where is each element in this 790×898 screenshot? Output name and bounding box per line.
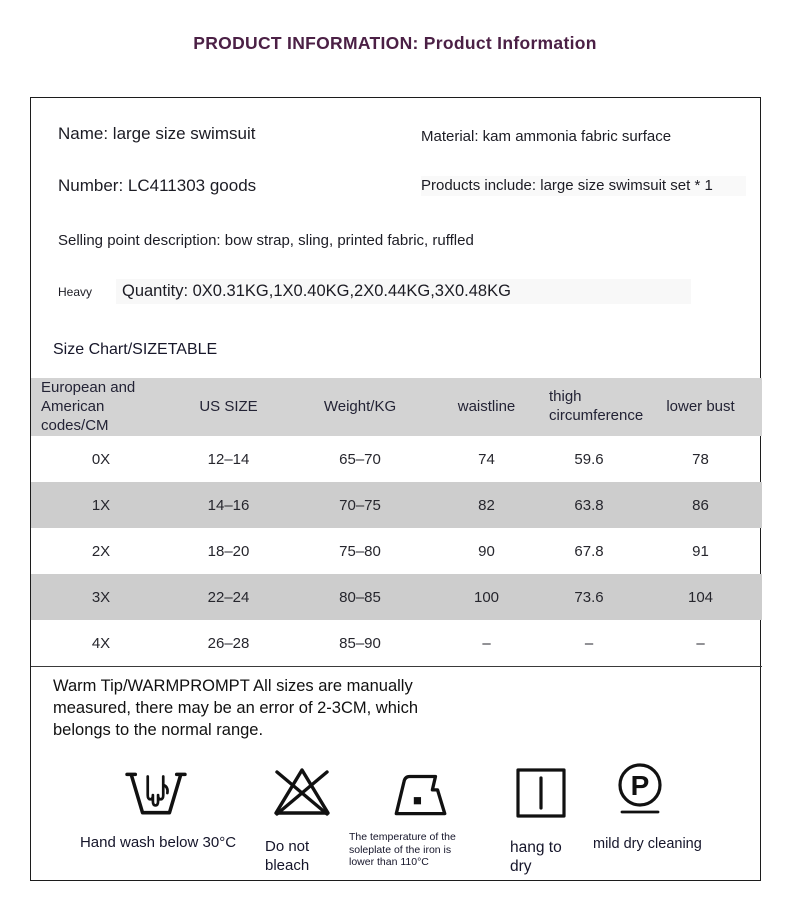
column-header-eu-codes: European and American codes/CM — [31, 378, 171, 436]
iron-low-temp-icon — [387, 768, 453, 820]
size-chart-heading: Size Chart/SIZETABLE — [53, 341, 218, 358]
product-name-field: Name: large size swimsuit — [58, 124, 256, 143]
cell-size: 1X — [31, 482, 171, 528]
table-row-0x — [31, 436, 762, 482]
cell-lower-bust: 78 — [692, 450, 709, 468]
cell-thigh: – — [539, 620, 639, 667]
product-number-field: Number: LC411303 goods — [58, 176, 257, 195]
cell-waistline: 82 — [434, 482, 539, 528]
cell-weight: 85–90 — [286, 620, 434, 667]
cell-us-size: 26–28 — [171, 620, 286, 667]
cell-waistline: 90 — [478, 542, 495, 560]
weight-label: Heavy — [58, 285, 93, 299]
column-header-us-size: US SIZE — [171, 378, 286, 436]
selling-point-field: Selling point description: bow strap, sling, printed fabric, ruffled — [58, 232, 474, 249]
iron-low-temp-label: The temperature of the soleplate of the iron is lower than 110°C — [349, 831, 456, 869]
svg-text:P: P — [630, 770, 650, 801]
table-row-1x — [31, 482, 762, 528]
product-info-panel — [30, 97, 761, 881]
cell-us-size: 14–16 — [171, 482, 286, 528]
dry-clean-p-icon — [608, 760, 672, 822]
cell-size: 3X — [31, 574, 171, 620]
size-chart-table — [31, 378, 762, 667]
do-not-bleach-icon — [269, 762, 333, 820]
page-title: PRODUCT INFORMATION: Product Information — [193, 33, 597, 53]
cell-size: 4X — [31, 620, 171, 667]
products-include-field: Products include: large size swimsuit set * 1 — [421, 176, 746, 196]
cell-lower-bust: 91 — [692, 542, 709, 560]
cell-lower-bust: – — [639, 620, 762, 667]
column-header-thigh: thigh circumference — [539, 378, 639, 436]
hang-to-dry-label: hang to dry — [510, 839, 562, 876]
column-header-waistline: waistline — [434, 378, 539, 436]
cell-waistline: 74 — [478, 450, 495, 468]
cell-lower-bust: 86 — [639, 482, 762, 528]
column-header-weight: Weight/KG — [286, 378, 434, 436]
cell-us-size: 12–14 — [207, 450, 250, 468]
quantity-field: Quantity: 0X0.31KG,1X0.40KG,2X0.44KG,3X0.48KG — [116, 279, 691, 304]
cell-weight: 70–75 — [286, 482, 434, 528]
cell-waistline: 100 — [434, 574, 539, 620]
cell-weight: 75–80 — [339, 542, 381, 560]
cell-thigh: 67.8 — [574, 542, 604, 560]
hand-wash-label: Hand wash below 30°C — [79, 834, 237, 851]
cell-waistline: – — [434, 620, 539, 667]
material-field: Material: kam ammonia fabric surface — [421, 128, 672, 145]
column-header-lower-bust: lower bust — [639, 378, 762, 436]
cell-thigh: 59.6 — [574, 450, 604, 468]
hand-wash-icon — [121, 762, 191, 822]
table-row-2x — [31, 528, 762, 574]
dry-clean-label: mild dry cleaning — [593, 836, 702, 852]
cell-us-size: 18–20 — [207, 542, 250, 560]
cell-size: 2X — [91, 542, 111, 560]
cell-thigh: 73.6 — [539, 574, 639, 620]
cell-lower-bust: 104 — [639, 574, 762, 620]
cell-size: 0X — [91, 450, 111, 468]
warm-tip-text: Warm Tip/WARMPROMPT All sizes are manually measured, there may be an error of 2-3CM, which belongs to the normal range. — [53, 677, 418, 739]
table-row-3x — [31, 574, 762, 620]
hang-to-dry-icon — [510, 764, 570, 822]
table-row-4x — [31, 620, 762, 667]
cell-us-size: 22–24 — [171, 574, 286, 620]
cell-weight: 80–85 — [286, 574, 434, 620]
cell-weight: 65–70 — [339, 450, 381, 468]
do-not-bleach-label: Do not bleach — [265, 838, 310, 874]
cell-thigh: 63.8 — [539, 482, 639, 528]
table-header-row — [31, 378, 762, 436]
